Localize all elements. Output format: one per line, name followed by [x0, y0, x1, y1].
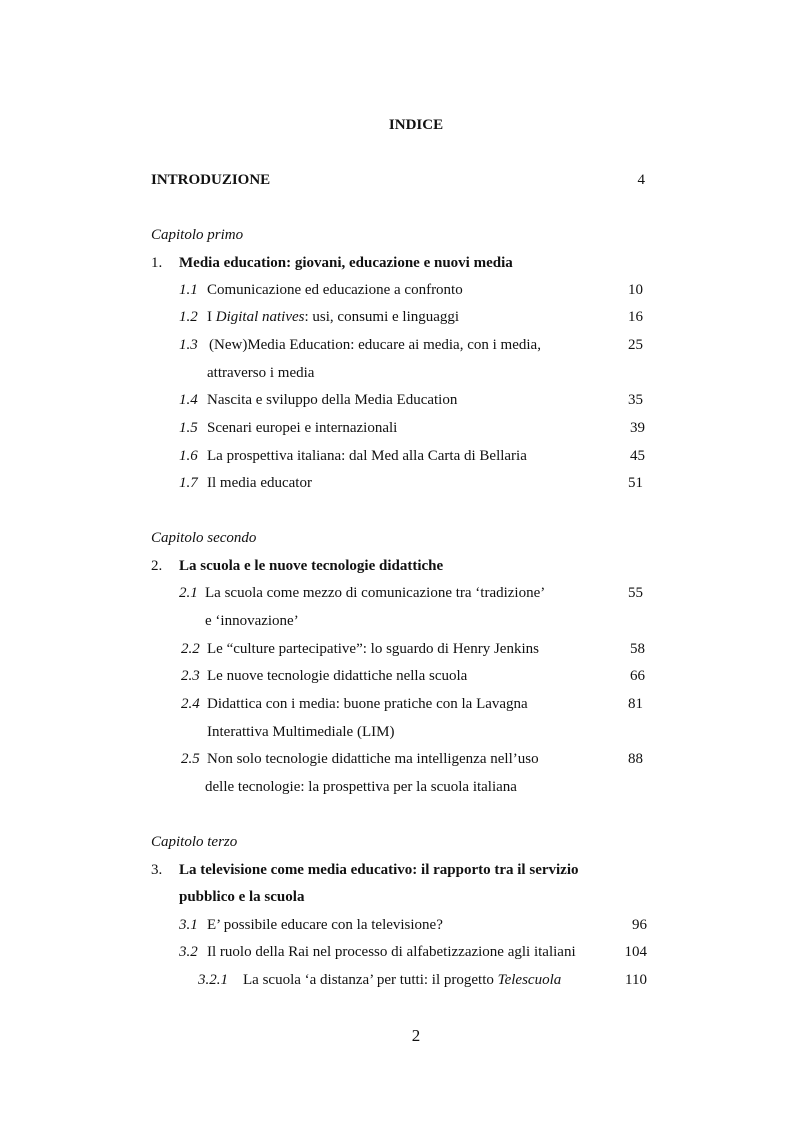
entry-title-continued: Interattiva Multimediale (LIM): [207, 724, 395, 740]
entry-title: I Digital natives: usi, consumi e linguaggi: [207, 309, 460, 325]
entry-number: 2.3: [181, 668, 200, 684]
entry-title: La scuola come mezzo di comunicazione tra ‘tradizione’: [205, 585, 546, 601]
chapter-2-title: La scuola e le nuove tecnologie didattiche: [179, 558, 444, 574]
entry-number: 1.2: [179, 309, 198, 325]
entry-page: 25: [628, 337, 643, 353]
entry-number: 1.6: [179, 448, 198, 464]
intro-page: 4: [637, 172, 645, 188]
entry-page: 81: [628, 696, 643, 712]
entry-number: 1.4: [179, 392, 198, 408]
entry-page: 10: [628, 282, 643, 298]
chapter-1-title: Media education: giovani, educazione e nuovi media: [179, 255, 513, 271]
entry-number: 2.4: [181, 696, 200, 712]
entry-title: La prospettiva italiana: dal Med alla Carta di Bellaria: [207, 448, 527, 464]
entry-page: 45: [630, 448, 645, 464]
chapter-2-number: 2.: [151, 558, 163, 574]
chapter-3-number: 3.: [151, 862, 163, 878]
entry-page: 55: [628, 585, 643, 601]
entry-title-continued: attraverso i media: [207, 365, 315, 381]
entry-number: 3.2: [179, 944, 198, 960]
entry-title: Il ruolo della Rai nel processo di alfabetizzazione agli italiani: [207, 944, 576, 960]
entry-page: 39: [630, 420, 645, 436]
entry-number: 1.3: [179, 337, 198, 353]
intro-label: INTRODUZIONE: [151, 172, 271, 188]
entry-title-continued: e ‘innovazione’: [205, 613, 299, 629]
page-title: INDICE: [388, 117, 444, 133]
entry-page: 35: [628, 392, 643, 408]
entry-title: Comunicazione ed educazione a confronto: [207, 282, 463, 298]
entry-page: 16: [628, 309, 643, 325]
chapter-1-number: 1.: [151, 255, 163, 271]
entry-page: 104: [624, 944, 647, 960]
entry-page: 96: [632, 917, 647, 933]
entry-title: Non solo tecnologie didattiche ma intelligenza nell’uso: [207, 751, 539, 767]
entry-title: Scenari europei e internazionali: [207, 420, 398, 436]
entry-page: 51: [628, 475, 643, 491]
chapter-2-heading: Capitolo secondo: [151, 530, 257, 546]
entry-title: Le nuove tecnologie didattiche nella scuola: [207, 668, 468, 684]
entry-page: 58: [630, 641, 645, 657]
entry-number: 1.5: [179, 420, 198, 436]
entry-page: 110: [625, 972, 647, 988]
entry-number: 1.7: [179, 475, 198, 491]
entry-title: Nascita e sviluppo della Media Education: [207, 392, 458, 408]
entry-number: 1.1: [179, 282, 198, 298]
chapter-3-title: La televisione come media educativo: il rapporto tra il servizio: [179, 862, 579, 878]
page-number: 2: [411, 1026, 421, 1045]
entry-page: 66: [630, 668, 645, 684]
chapter-1-heading: Capitolo primo: [151, 227, 244, 243]
entry-number: 3.2.1: [198, 972, 228, 988]
chapter-3-heading: Capitolo terzo: [151, 834, 238, 850]
entry-title: (New)Media Education: educare ai media, con i media,: [209, 337, 541, 353]
entry-title: E’ possibile educare con la televisione?: [207, 917, 443, 933]
entry-page: 88: [628, 751, 643, 767]
entry-title: Il media educator: [207, 475, 312, 491]
entry-number: 3.1: [179, 917, 198, 933]
entry-title: Didattica con i media: buone pratiche con la Lavagna: [207, 696, 528, 712]
entry-number: 2.1: [179, 585, 198, 601]
entry-number: 2.5: [181, 751, 200, 767]
entry-title: Le “culture partecipative”: lo sguardo di Henry Jenkins: [207, 641, 539, 657]
entry-number: 2.2: [181, 641, 200, 657]
entry-title: La scuola ‘a distanza’ per tutti: il progetto Telescuola: [243, 972, 562, 988]
entry-title-continued: delle tecnologie: la prospettiva per la scuola italiana: [205, 779, 517, 795]
chapter-3-title-continued: pubblico e la scuola: [179, 889, 305, 905]
